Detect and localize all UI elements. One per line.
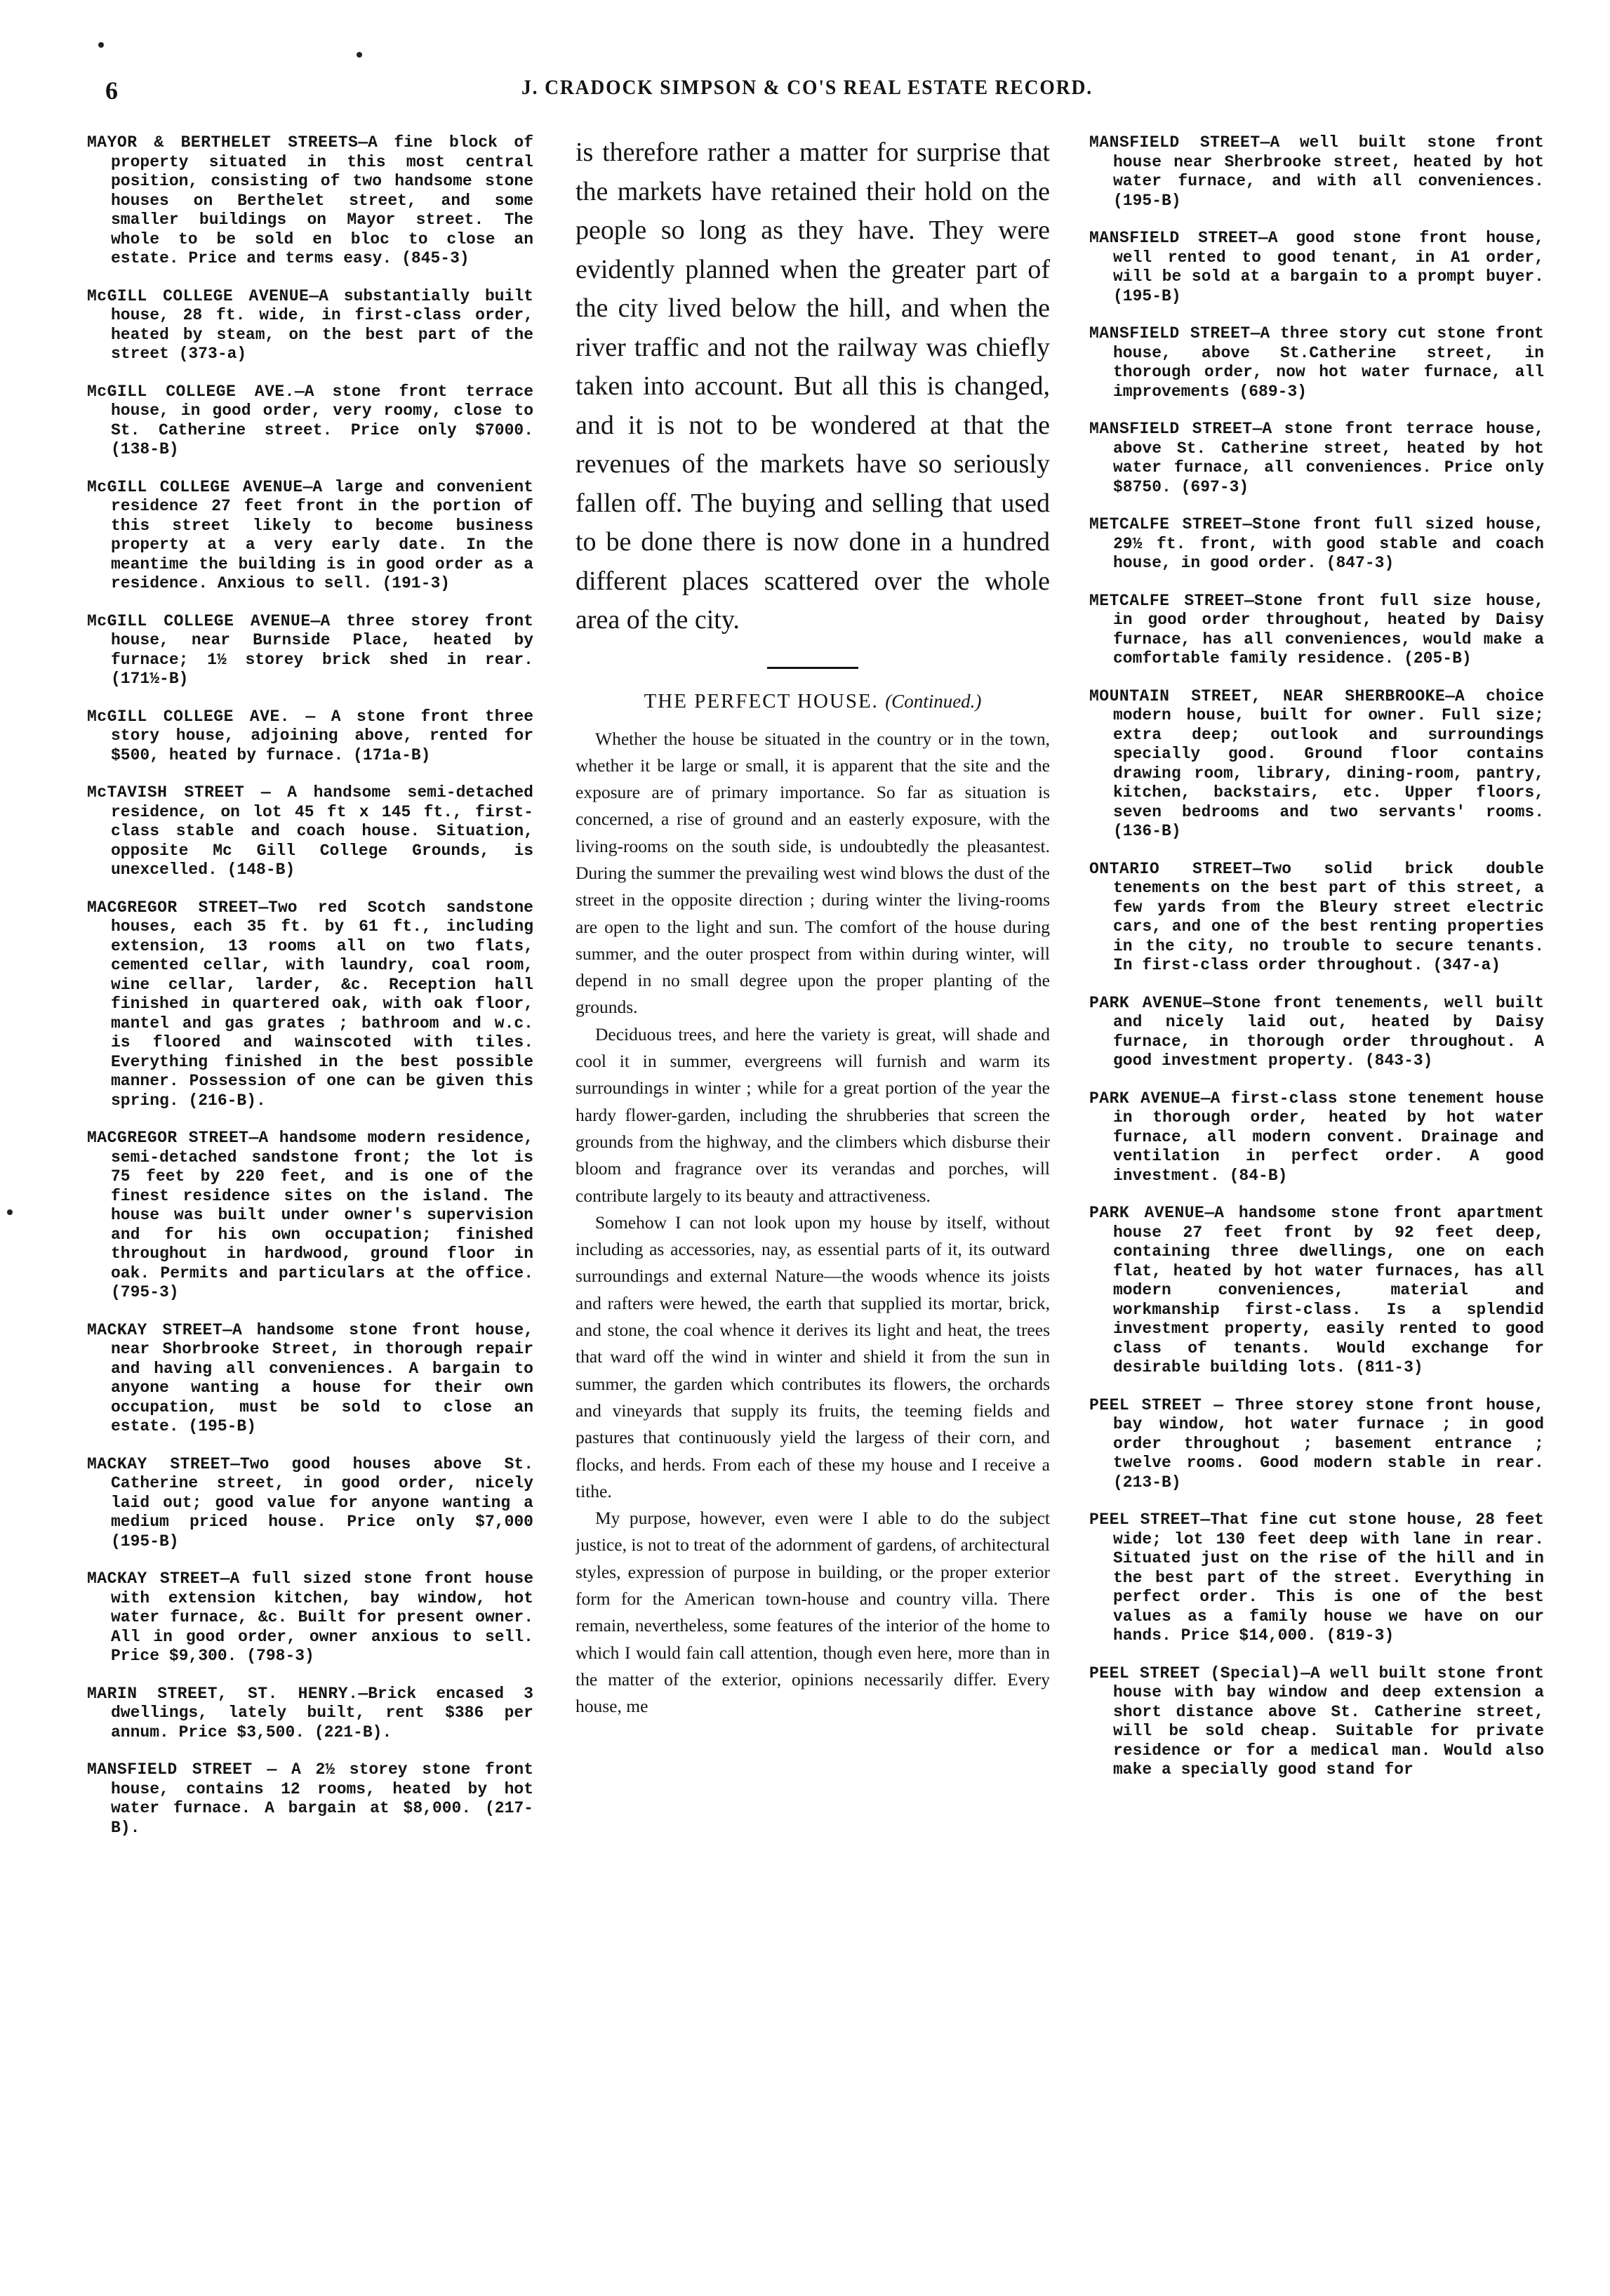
listing-description: — A 2½ storey stone front house, contains 12 rooms, heated by hot water furnace. A bargain at $8,000. (217-B). [111, 1760, 533, 1837]
listing-entry [1089, 324, 1544, 402]
listing-heading: PARK AVENUE [1089, 993, 1203, 1012]
article-paragraph: Whether the house be situated in the country or in the town, whether it be large or small, it is apparent that the site and the exposure are of primary importance. So far as situation is concerned, a rise of ground and an easterly exposure, with the living-rooms on the south side, is undoubtedly the pleasantest. During the summer the prevailing west wind blows the dust of the street in the opposite direction ; during winter the living-rooms are open to the light and sun. The comfort of the house during summer, and the outer prospect from within during winter, will depend in no small degree upon the proper planting of the grounds. [576, 728, 1050, 1018]
listing-description: —A handsome stone front house, near Shorbrooke Street, in thorough repair and having all conveniences. A bargain to anyone wanting a house for their own occupation, must be sold to close an estate. (195-B) [111, 1320, 533, 1435]
listing-entry [87, 1321, 533, 1437]
listing-heading: PARK AVENUE [1089, 1089, 1201, 1108]
listing-entry [1089, 1664, 1544, 1780]
listing-heading: McTAVISH STREET [87, 783, 245, 802]
print-speck [7, 1209, 13, 1215]
listing-heading: PARK AVENUE [1089, 1204, 1205, 1222]
listing-heading: MACGREGOR STREET [87, 898, 259, 917]
article-paragraph: Somehow I can not look upon my house by itself, without including as accessories, nay, as essential parts of it, its outward surroundings and external Nature—the woods whence its joists and rafters were hewed, the earth that supplied its mortar, brick, and stone, the coal whence it derives its light and heat, the trees that ward off the wind in winter and shield it from the sun in summer, the garden which contributes its flowers, the orchards and vineyards that supply its fruits, the teeming fields and pastures that continuously yield the largess of their corn, and flocks, and herds. From each of these my house and I receive a tithe. [576, 1212, 1050, 1501]
listing-entry [87, 1685, 533, 1743]
listing-entry [87, 1760, 533, 1838]
listing-heading: MANSFIELD STREET [87, 1760, 253, 1779]
article-paragraph: Deciduous trees, and here the variety is great, will shade and cool it in summer, evergreens will furnish and warm its surroundings in winter ; while for a great portion of the year the hardy flower-garden, including the shrubberies that screen the grounds from the highway, and the climbers which disburse their bloom and fragrance over its verandas and porches, will contribute largely to its beauty and attractiveness. [576, 1023, 1050, 1206]
listing-description: —Stone front full sized house, 29½ ft. front, with good stable and coach house, in good order. (847-3) [1113, 515, 1544, 572]
print-speck [98, 42, 104, 48]
listing-heading: McGILL COLLEGE AVE. [87, 707, 291, 726]
listing-description: —A handsome modern residence, semi-detached sandstone front; the lot is 75 feet by 220 feet, and is one of the finest residence sites on the island. The house was built under owner's supervision and for his own occupation; finished throughout in hardwood, ground floor in oak. Permits and particulars at the office. (795-3) [111, 1129, 533, 1301]
listing-description: —That fine cut stone house, 28 feet wide; lot 130 feet deep with lane in rear. Situated just on the rise of the hill and in the best part of the street. Everything in perfect order. This is one of the best values as a family house we have on our hands. Price $14,000. (819-3) [1113, 1511, 1544, 1645]
listing-entry [1089, 687, 1544, 842]
listing-description: —Two good houses above St. Catherine street, in good order, nicely laid out; good value for anyone wanting a medium priced house. Price only $7,000 (195-B) [111, 1454, 533, 1551]
listing-description: —A good stone front house, well rented to good tenant, in A1 order, will be sold at a bargain to a prompt buyer. (195-B) [1113, 229, 1544, 305]
listing-entry [1089, 994, 1544, 1071]
listing-description: —Stone front full size house, in good order throughout, heated by Daisy furnace, has all conveniences, would make a comfortable family residence. (205-B) [1113, 591, 1544, 668]
listing-description: —A substantially built house, 28 ft. wide, in first-class order, heated by steam, on the best part of the street (373-a) [111, 286, 533, 363]
listing-heading: MACKAY STREET [87, 1454, 231, 1473]
listing-entry [1089, 1511, 1544, 1646]
listing-heading: MACGREGOR STREET [87, 1129, 249, 1147]
article-body [576, 726, 1050, 1720]
listing-entry [1089, 860, 1544, 976]
listing-heading: MANSFIELD STREET [1089, 324, 1251, 343]
listing-description: —Brick encased 3 dwellings, lately built, rent $386 per annum. Price $3,500. (221-B). [111, 1684, 533, 1741]
listing-heading: MACKAY STREET [87, 1320, 223, 1339]
column-middle-article [576, 133, 1050, 2274]
article-continued: (Continued.) [885, 690, 982, 712]
listing-description: —A stone front terrace house, above St. Catherine street, heated by hot water furnace, all conveniences. Price only $8750. (697-3) [1113, 420, 1544, 496]
listing-heading: McGILL COLLEGE AVE. [87, 382, 295, 401]
running-title: J. CRADOCK SIMPSON & CO'S REAL ESTATE RECORD. [521, 76, 1093, 99]
article-paragraph: My purpose, however, even were I able to do the subject justice, is not to treat of the adornment of gardens, of architectural styles, expression of purpose in building, or the proper exterior form for the American town-house and country villa. There remain, nevertheless, some features of the interior of the home to which I would fain call attention, though even here, more than in the matter of the exterior, opinions necessarily differ. Every house, me [576, 1508, 1050, 1717]
listing-description: —A three story cut stone front house, above St.Catherine street, in thorough order, now hot water furnace, all improvements (689-3) [1113, 324, 1544, 401]
listing-description: —Two red Scotch sandstone houses, each 35 ft. by 61 ft., including extension, 13 rooms all on two flats, cemented cellar, with laundry, coal room, wine cellar, larder, &c. Reception hall finished in quartered oak, with oak floor, mantel and gas grates ; bathroom and w.c. is floored and wainscoted with tiles. Everything finished in the best possible manner. Possession of one can be given this spring. (216-B). [111, 898, 533, 1110]
listing-heading: McGILL COLLEGE AVENUE [87, 286, 310, 305]
listing-heading: McGILL COLLEGE AVENUE [87, 611, 311, 630]
listing-entry [1089, 133, 1544, 211]
listing-description: —A first-class stone tenement house in thorough order, heated by hot water furnace, all modern convent. Drainage and ventilation in perfect order. A good investment. (84-B) [1113, 1089, 1544, 1185]
listing-description: —A well built stone front house near Sherbrooke street, heated by hot water furnace, and with all conveniences. (195-B) [1113, 133, 1544, 210]
listing-heading: PEEL STREET [1089, 1395, 1202, 1414]
listing-description: — A handsome semi-detached residence, on lot 45 ft x 145 ft., first-class stable and coach house. Situation, opposite Mc Gill College Grounds, is unexcelled. (148-B) [111, 783, 533, 879]
listing-description: —A well built stone front house with bay window and deep extension a short distance above St. Catherine street, will be sold cheap. Suitable for private residence or for a medical man. Would also make a specially good stand for [1113, 1664, 1544, 1779]
listing-heading: MANSFIELD STREET [1089, 229, 1258, 247]
listing-heading: PEEL STREET (Special) [1089, 1664, 1301, 1683]
listing-entry [87, 898, 533, 1111]
listing-heading: MANSFIELD STREET [1089, 420, 1253, 438]
listing-heading: MOUNTAIN STREET, NEAR SHERBROOKE [1089, 686, 1446, 705]
listing-entry [87, 1455, 533, 1552]
listing-description: — A stone front three story house, adjoining above, rented for $500, heated by furnace. (171a-B) [111, 707, 533, 764]
listing-description: —A full sized stone front house with extension kitchen, bay window, hot water furnace, &c. Built for present owner. All in good order, owner anxious to sell. Price $9,300. (798-3) [111, 1570, 533, 1665]
listing-entry [87, 287, 533, 364]
listing-description: —A fine block of property situated in this most central position, consisting of two handsome stone houses on Berthelet street, and some smaller buildings on Mayor street. The whole to be sold en bloc to close an estate. Price and terms easy. (845-3) [111, 133, 533, 267]
listing-description: —A stone front terrace house, in good order, very roomy, close to St. Catherine street. Price only $7000. (138-B) [111, 382, 533, 458]
listing-heading: METCALFE STREET [1089, 515, 1243, 533]
column-left-listings [87, 133, 533, 2274]
listing-description: — Three storey stone front house, bay window, hot water furnace ; in good order throughout ; basement entrance ; twelve rooms. Good modern stable in rear. (213-B) [1113, 1395, 1544, 1492]
listing-entry [1089, 515, 1544, 573]
listing-heading: ONTARIO STREET [1089, 859, 1253, 878]
listing-description: —A choice modern house, built for owner. Full size; extra deep; outlook and surroundings specially good. Ground floor contains drawing room, library, dining-room, pantry, kitchen, backstairs, etc. Upper floors, seven bedrooms and two servants' rooms. (136-B) [1113, 686, 1544, 840]
listing-entry [1089, 229, 1544, 306]
listing-entry [1089, 420, 1544, 497]
listing-heading: METCALFE STREET [1089, 591, 1245, 610]
page-header [105, 76, 1509, 111]
column-right-listings [1089, 133, 1544, 2274]
listing-heading: PEEL STREET [1089, 1511, 1201, 1529]
listing-entry [87, 478, 533, 594]
listing-entry [1089, 1089, 1544, 1186]
print-speck [357, 52, 362, 58]
listing-description: —A handsome stone front apartment house 27 feet front by 92 feet deep, containing three dwellings, one on each flat, heated by hot water furnaces, has all modern conveniences, material and workmanship first-class. Is a splendid investment property, easily rented to good class of tenants. Would exchange for desirable building lots. (811-3) [1113, 1204, 1544, 1376]
listing-entry [87, 1129, 533, 1303]
listing-entry [1089, 1204, 1544, 1378]
page-number: 6 [105, 77, 118, 105]
article-title [576, 690, 1050, 713]
listing-heading: MARIN STREET, ST. HENRY. [87, 1684, 359, 1703]
lead-paragraph: is therefore rather a matter for surprise that the markets have retained their hold on the people so long as they have. They were evidently planned when the greater part of the city lived below the hill, and when the river traffic and not the railway was chiefly taken into account. But all this is changed, and it is not to be wondered at that the revenues of the markets have so seriously fallen off. The buying and selling that used to be done there is now done in a hundred different places scattered over the whole area of the city. [576, 138, 1050, 635]
listing-heading: McGILL COLLEGE AVENUE [87, 477, 303, 496]
article-title-text: THE PERFECT HOUSE. [644, 689, 879, 712]
listing-heading: MAYOR & BERTHELET STREETS [87, 133, 359, 152]
listing-description: —Two solid brick double tenements on the best part of this street, a few yards from the Bleury street electric cars, and one of the best renting properties in the city, no trouble to secure tenants. In first-class order throughout. (347-a) [1113, 859, 1544, 974]
listing-entry [87, 783, 533, 880]
listing-entry [87, 383, 533, 460]
listing-entry [87, 1570, 533, 1666]
listing-entry [87, 133, 533, 269]
listing-description: —A large and convenient residence 27 feet front in the portion of this street likely to become business property at a very early date. In the meantime the building is in good order as a residence. Anxious to sell. (191-3) [111, 477, 533, 592]
listing-heading: MACKAY STREET [87, 1570, 220, 1588]
listing-entry [87, 612, 533, 689]
listing-heading: MANSFIELD STREET [1089, 133, 1260, 152]
listing-description: —A three storey front house, near Burnside Place, heated by furnace; 1½ storey brick shed in rear. (171½-B) [111, 611, 533, 688]
listing-description: —Stone front tenements, well built and nicely laid out, heated by Daisy furnace, in thorough order throughout. A good investment property. (843-3) [1113, 993, 1544, 1070]
listing-entry [1089, 592, 1544, 669]
section-divider [767, 667, 858, 669]
listing-entry [87, 708, 533, 766]
listing-entry [1089, 1396, 1544, 1493]
